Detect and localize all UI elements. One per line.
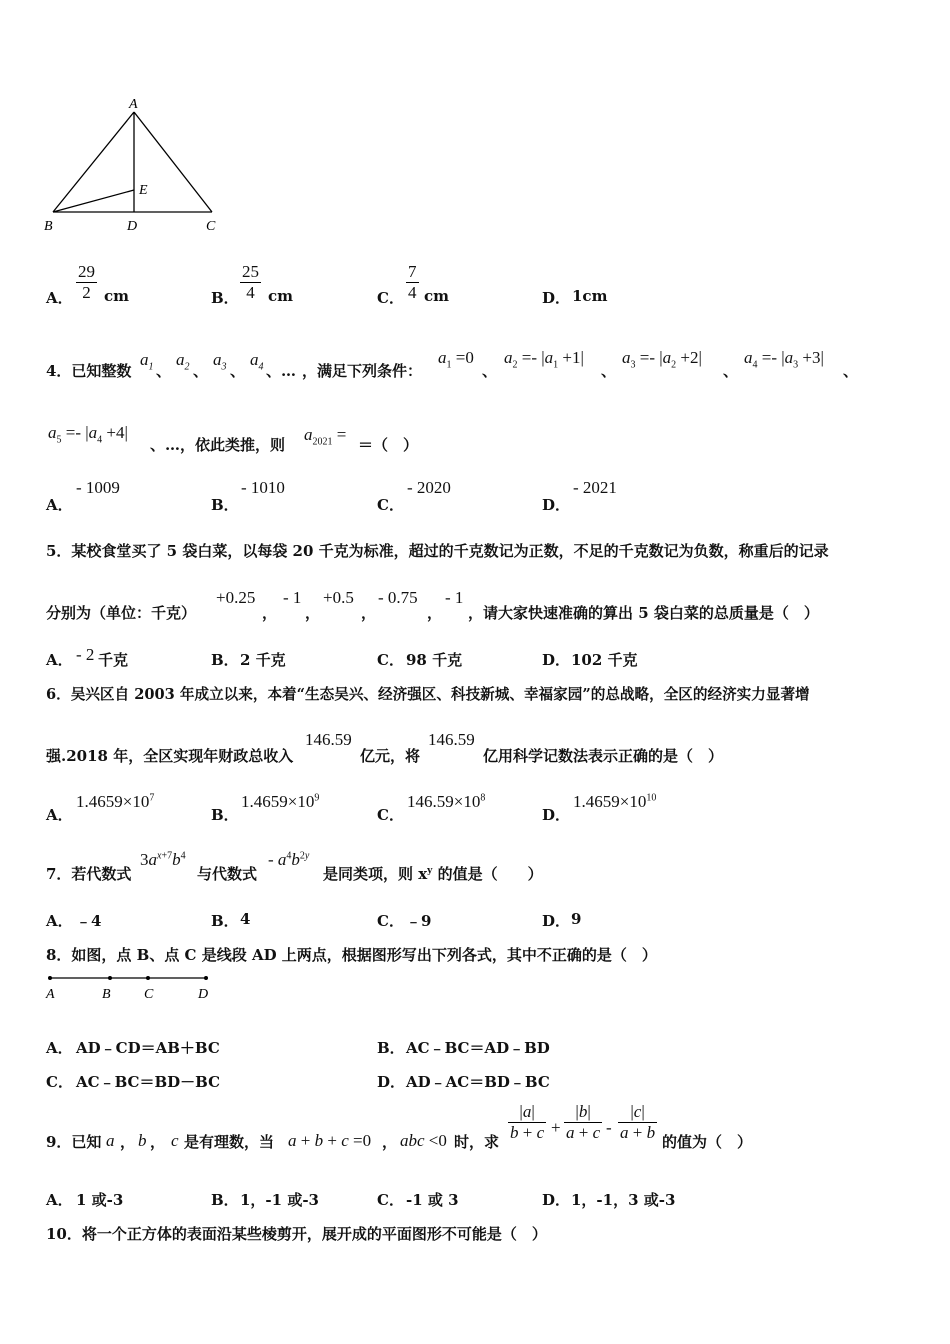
q8-option-d-letter: D．	[377, 1073, 406, 1091]
segment-label-c: C	[144, 987, 154, 1002]
q4-sep-5: 、	[601, 362, 617, 380]
q8-option-c-letter: C．	[46, 1073, 73, 1091]
q4-sep-4: 、	[482, 362, 498, 380]
q6-option-d-letter: D．	[542, 806, 571, 824]
q4-cond-3: $a_3 =- |a_2 +2|$	[622, 348, 702, 371]
q8-option-d-text: AD﹣AC＝BD﹣BC	[406, 1073, 550, 1091]
q4-option-b-value: - 1010	[241, 478, 285, 497]
q6-line2-lead: 强.2018 年，全区实现年财政总收入	[46, 747, 294, 765]
q5-option-b-letter: B．	[211, 651, 239, 669]
q5-option-a-math: - 2	[76, 645, 95, 664]
q4-cond-4: $a_4 =- |a_3 +3|$	[744, 348, 824, 371]
q5-line1: 5．某校食堂买了 5 袋白菜，以每袋 20 千克为标准，超过的千克数记为正数，不足的千克数记为负数，称重后的记录	[46, 542, 829, 560]
q6-option-b-value: $1.4659\times 10^9$	[241, 792, 320, 811]
q6-option-d-value: $1.4659\times 10^{10}$	[573, 792, 657, 811]
q9-frac-b: $\frac{|b|}{a + c}$	[566, 1102, 601, 1142]
q3-option-b-unit: cm	[268, 287, 294, 305]
q5-line2-tail: ，请大家快速准确的算出 5 袋白菜的总质量是（ ）	[468, 604, 819, 622]
q5-value-3: +0.5	[323, 588, 354, 607]
q4-sep-2: 、	[193, 362, 209, 380]
q4-mid: ，满足下列条件：	[302, 362, 423, 380]
q7-option-c-text: ﹣9	[406, 912, 432, 930]
q4-cond-1: $a_1 =0$	[438, 348, 474, 371]
q5-value-4: - 0.75	[378, 588, 418, 607]
q7-option-d-text: 9	[571, 910, 582, 928]
q4-option-c-value: - 2020	[407, 478, 451, 497]
q9-comma-1: ，	[120, 1133, 136, 1151]
q4-ellipsis: 、…	[266, 362, 297, 380]
q6-value-1: 146.59	[305, 730, 352, 749]
q3-option-b-letter: B．	[211, 289, 239, 307]
q4-option-a-letter: A．	[46, 496, 73, 514]
q4-seq-a2: $a_2$	[176, 350, 190, 373]
q6-line2-mid: 亿元，将	[360, 747, 421, 765]
q6-option-c-value: $146.59\times 10^8$	[407, 792, 486, 811]
vertex-label-b: B	[44, 219, 53, 234]
q9-frac-a: $\frac{|a|}{b + c}$	[510, 1102, 545, 1142]
q4-cond-2: $a_2 =- |a_1 +1|$	[504, 348, 584, 371]
vertex-label-a: A	[129, 97, 138, 112]
q9-option-a-text: 1 或-3	[76, 1191, 124, 1209]
q5-line2-lead: 分别为（单位：千克）	[46, 604, 197, 622]
q7-option-b-text: 4	[240, 910, 251, 928]
q9-option-a-letter: A．	[46, 1191, 73, 1209]
q6-option-a-value: $1.4659\times 10^7$	[76, 792, 155, 811]
q9-mid: 是有理数，当	[184, 1133, 275, 1151]
q3-option-a-unit: cm	[104, 287, 130, 305]
q4-seq-a4: $a_4$	[250, 350, 264, 373]
q7-option-a-text: ﹣4	[76, 912, 102, 930]
q4-option-d-value: - 2021	[573, 478, 617, 497]
q9-cond-product: abc <0	[400, 1131, 447, 1150]
q6-line1: 6．吴兴区自 2003 年成立以来，本着“生态吴兴、经济强区、科技新城、幸福家园”的总战略，全区的经济实力显著增	[46, 686, 810, 703]
q3-option-c-unit: cm	[424, 287, 450, 305]
q4-option-d-letter: D．	[542, 496, 571, 514]
q9-minus: -	[606, 1118, 612, 1137]
q8-option-a-letter: A．	[46, 1039, 73, 1057]
q3-option-d-text: 1cm	[572, 287, 608, 305]
q5-option-d-letter: D．	[542, 651, 571, 669]
q9-var-a: a	[106, 1131, 115, 1150]
q9-option-d-text: 1，-1，3 或-3	[571, 1191, 676, 1209]
q4-option-a-value: - 1009	[76, 478, 120, 497]
q4-option-c-letter: C．	[377, 496, 404, 514]
q9-comma-2: ，	[150, 1133, 166, 1151]
segment-figure	[40, 968, 220, 1004]
q4-sep-6: 、	[723, 362, 739, 380]
q4-lead: 4．已知整数	[46, 362, 132, 380]
q8-stem: 8．如图，点 B、点 C 是线段 AD 上两点，根据图形写出下列各式，其中不正确的是（ ）	[46, 946, 657, 964]
q4-sep-1: 、	[156, 362, 172, 380]
segment-label-d: D	[198, 987, 209, 1002]
q7-expr-1: $3a^{x+7}b^4$	[140, 850, 186, 869]
q6-line2-tail: 亿用科学记数法表示正确的是（ ）	[483, 747, 724, 765]
q4-option-b-letter: B．	[211, 496, 239, 514]
q6-value-2: 146.59	[428, 730, 475, 749]
vertex-label-d: D	[127, 219, 138, 234]
q7-option-d-letter: D．	[542, 912, 571, 930]
q7-option-b-letter: B．	[211, 912, 239, 930]
q5-value-1: +0.25	[216, 588, 256, 607]
q7-option-c-letter: C．	[377, 912, 404, 930]
q4-a2021: $a_{2021}$ =	[304, 425, 347, 448]
q9-var-b: b	[138, 1131, 147, 1150]
q9-option-b-letter: B．	[211, 1191, 239, 1209]
q7-tail: 是同类项，则 $x^y$ 的值是（ ）	[323, 865, 543, 883]
segment-label-a: A	[46, 987, 55, 1002]
q9-tail: 的值为（ ）	[662, 1133, 753, 1151]
q5-option-c-text: 98 千克	[406, 651, 463, 669]
q3-option-c-fraction: $\frac{7}{4}$	[408, 262, 417, 302]
q5-option-b-text: 2 千克	[240, 651, 286, 669]
q6-option-a-letter: A．	[46, 806, 73, 824]
q5-option-a-text: 千克	[98, 651, 129, 669]
q3-option-a-fraction: $\frac{29}{2}$	[78, 262, 95, 302]
q8-option-b-letter: B．	[377, 1039, 405, 1057]
q5-value-2: - 1	[283, 588, 302, 607]
q6-option-c-letter: C．	[377, 806, 404, 824]
q7-expr-2: - $a^4b^{2y}$	[268, 850, 310, 869]
q3-option-b-fraction: $\frac{25}{4}$	[242, 262, 259, 302]
q8-option-a-text: AD﹣CD＝AB＋BC	[76, 1039, 220, 1057]
q9-lead: 9．已知	[46, 1133, 102, 1151]
q4-sep-3: 、	[230, 362, 246, 380]
q4-cond-5: $a_5 =- |a_4 +4|$	[48, 423, 128, 446]
q8-option-b-text: AC﹣BC＝AD﹣BD	[406, 1039, 550, 1057]
q9-frac-c: $\frac{|c|}{a + b}$	[620, 1102, 656, 1142]
q5-comma-1: ，	[262, 604, 278, 622]
q4-line2-end: ＝（ ）	[358, 436, 419, 454]
q5-value-5: - 1	[445, 588, 464, 607]
q7-option-a-letter: A．	[46, 912, 73, 930]
q3-option-a-letter: A．	[46, 289, 73, 307]
q4-line2-tail: 、…，依此类推，则	[150, 436, 286, 454]
q9-comma-3: ，	[382, 1133, 398, 1151]
q10-stem: 10．将一个正方体的表面沿某些棱剪开，展开成的平面图形不可能是（ ）	[46, 1225, 547, 1243]
segment-point-b	[108, 976, 112, 980]
segment-point-c	[146, 976, 150, 980]
q4-sep-7: 、	[843, 362, 859, 380]
q9-option-c-letter: C．	[377, 1191, 404, 1209]
segment-point-a	[48, 976, 52, 980]
q9-option-b-text: 1，-1 或-3	[240, 1191, 319, 1209]
q9-var-c: c	[171, 1131, 179, 1150]
q5-option-a-letter: A．	[46, 651, 73, 669]
vertex-label-c: C	[206, 219, 216, 234]
q5-comma-2: ，	[305, 604, 321, 622]
q7-mid: 与代数式	[197, 865, 258, 883]
vertex-label-e: E	[139, 183, 148, 198]
q5-option-c-letter: C．	[377, 651, 404, 669]
q5-option-d-text: 102 千克	[571, 651, 638, 669]
q3-option-c-letter: C．	[377, 289, 404, 307]
triangle-figure	[40, 92, 230, 242]
q9-plus: +	[551, 1118, 561, 1137]
q4-seq-a3: $a_3$	[213, 350, 227, 373]
q6-option-b-letter: B．	[211, 806, 239, 824]
q5-comma-3: ，	[361, 604, 377, 622]
q9-cond-sum: a + b + c =0	[288, 1131, 372, 1150]
q3-option-d-letter: D．	[542, 289, 571, 307]
segment-label-b: B	[102, 987, 111, 1002]
q7-lead: 7．若代数式	[46, 865, 132, 883]
q4-seq-a1: $a_1$	[140, 350, 154, 373]
q5-comma-4: ，	[427, 604, 443, 622]
segment-point-d	[204, 976, 208, 980]
q8-option-c-text: AC﹣BC＝BD－BC	[76, 1073, 221, 1091]
q9-option-c-text: -1 或 3	[406, 1191, 459, 1209]
q9-option-d-letter: D．	[542, 1191, 571, 1209]
q9-mid2: 时，求	[454, 1133, 500, 1151]
